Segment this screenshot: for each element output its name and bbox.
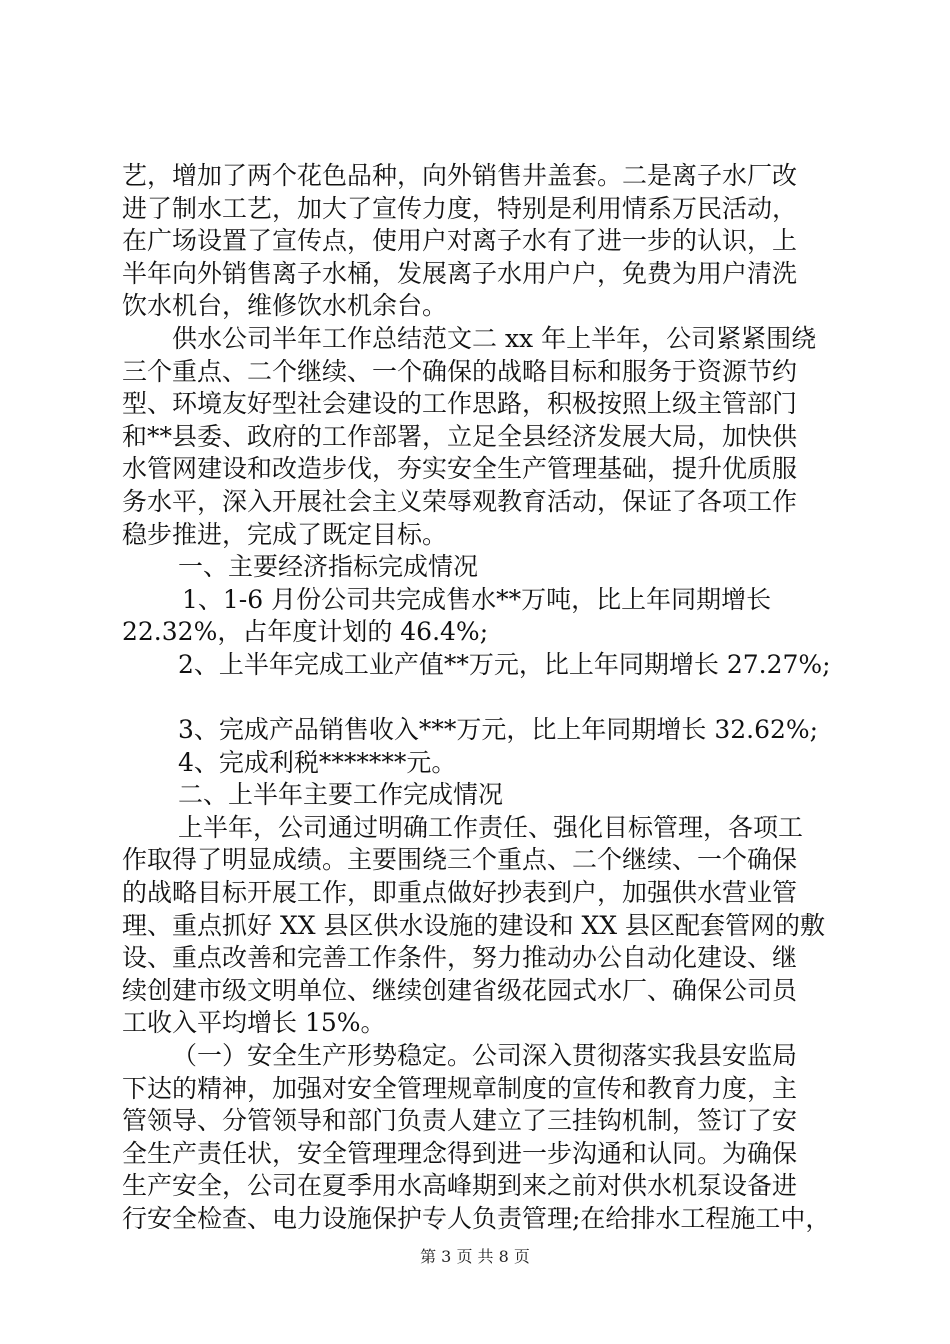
text-line: 全生产责任状，安全管理理念得到进一步沟通和认同。为确保	[122, 1138, 798, 1168]
text-line: 行安全检查、电力设施保护专人负责管理;在给排水工程施工中，	[122, 1204, 831, 1233]
text-line: 续创建市级文明单位、继续创建省级花园式水厂、确保公司员	[122, 975, 798, 1005]
text-line: 4、完成利税*******元。	[178, 747, 457, 777]
text-line: 上半年，公司通过明确工作责任、强化目标管理，各项工	[178, 812, 804, 842]
text-line: 设、重点改善和完善工作条件，努力推动办公自动化建设、继	[122, 943, 798, 973]
text-line: 饮水机台，维修饮水机余台。	[122, 291, 448, 321]
text-line: （一）安全生产形势稳定。公司深入贯彻落实我县安监局	[172, 1041, 798, 1071]
text-line: 管领导、分管领导和部门负责人建立了三挂钩机制，签订了安	[122, 1106, 798, 1136]
text-line: 3、完成产品销售收入***万元，比上年同期增长 32.62%;	[178, 715, 819, 745]
text-line: 工收入平均增长 15%。	[122, 1008, 386, 1038]
document-body	[122, 160, 842, 1236]
text-line: 和**县委、政府的工作部署，立足全县经济发展大局，加快供	[122, 421, 798, 451]
text-line: 在广场设置了宣传点，使用户对离子水有了进一步的认识，上	[122, 226, 798, 256]
text-line: 艺，增加了两个花色品种，向外销售井盖套。二是离子水厂改	[122, 161, 798, 190]
text-line: 理、重点抓好 XX 县区供水设施的建设和 XX 县区配套管网的敷	[122, 910, 825, 940]
text-line: 半年向外销售离子水桶，发展离子水用户户，免费为用户清洗	[122, 258, 798, 288]
text-line: 22.32%，占年度计划的 46.4%;	[122, 617, 489, 647]
page-footer: 第 3 页 共 8 页	[420, 1247, 530, 1266]
text-line: 型、环境友好型社会建设的工作思路，积极按照上级主管部门	[122, 389, 798, 419]
text-line	[122, 682, 842, 715]
text-line: 水管网建设和改造步伐，夯实安全生产管理基础，提升优质服	[122, 454, 798, 484]
text-line: 一、主要经济指标完成情况	[178, 552, 479, 582]
text-line: 供水公司半年工作总结范文二 xx 年上半年，公司紧紧围绕	[172, 323, 817, 353]
text-line: 的战略目标开展工作，即重点做好抄表到户，加强供水营业管	[122, 878, 798, 908]
text-line: 2、上半年完成工业产值**万元，比上年同期增长 27.27%;	[178, 649, 831, 679]
text-line: 作取得了明显成绩。主要围绕三个重点、二个继续、一个确保	[122, 845, 798, 875]
text-line: 稳步推进，完成了既定目标。	[122, 519, 448, 549]
text-line: 三个重点、二个继续、一个确保的战略目标和服务于资源节约	[122, 356, 798, 386]
text-line: 二、上半年主要工作完成情况	[178, 780, 504, 810]
text-line: 生产安全，公司在夏季用水高峰期到来之前对供水机泵设备进	[122, 1171, 798, 1201]
text-line: 进了制水工艺，加大了宣传力度，特别是利用情系万民活动，	[122, 193, 798, 223]
text-line: 下达的精神，加强对安全管理规章制度的宣传和教育力度，主	[122, 1073, 798, 1103]
text-line: 1、1-6 月份公司共完成售水**万吨，比上年同期增长	[182, 584, 772, 614]
text-line: 务水平，深入开展社会主义荣辱观教育活动，保证了各项工作	[122, 486, 798, 516]
